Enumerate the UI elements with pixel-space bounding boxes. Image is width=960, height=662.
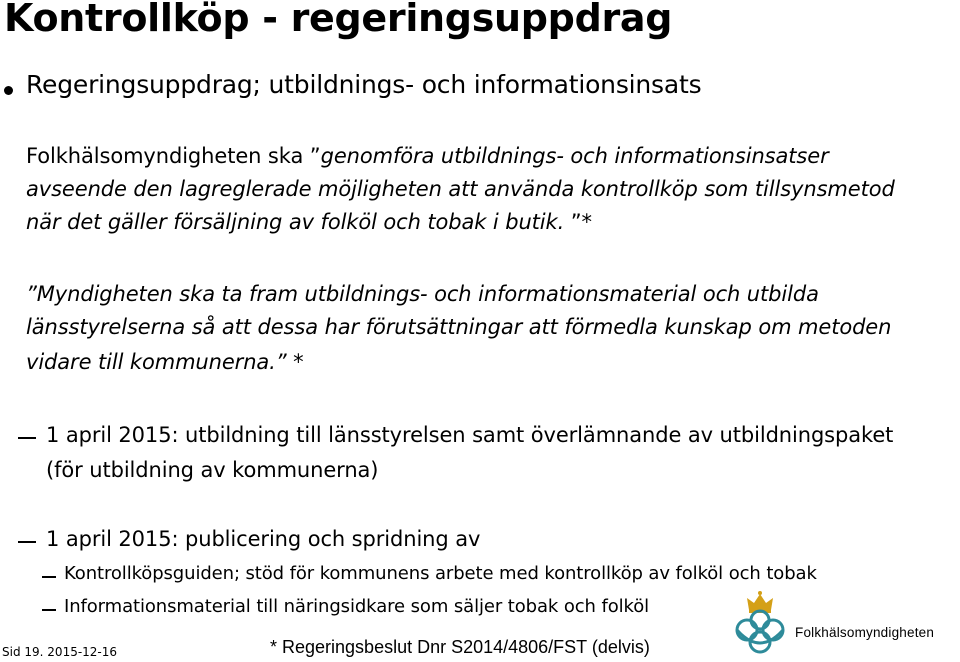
footer-note: * Regeringsbeslut Dnr S2014/4806/FST (delvis): [270, 637, 650, 657]
dash-icon: [18, 541, 36, 543]
footer-date: 2015-12-16: [47, 645, 118, 659]
slide-title: Kontrollköp - regeringsuppdrag: [4, 0, 673, 40]
dash-icon: [42, 576, 56, 578]
quote2-line1: ”Myndigheten ska ta fram utbildnings- och informationsmaterial och utbilda: [26, 282, 819, 306]
footer-page-date: [2, 645, 117, 659]
quote1-line1: [26, 144, 829, 168]
quote1-line3-text: när det gäller försäljning av folköl och tobak i butik.: [26, 210, 565, 234]
quote1-line1-plain: Folkhälsomyndigheten ska ”: [26, 144, 321, 168]
subitem-1: Kontrollköpsguiden; stöd för kommunens arbete med kontrollköp av folköl och tobak: [64, 563, 817, 584]
item2-line1: 1 april 2015: publicering och spridning av: [46, 527, 481, 551]
knot-icon: [737, 611, 783, 652]
item1-line1: 1 april 2015: utbildning till länsstyrelsen samt överlämnande av utbildningspaket: [46, 423, 894, 447]
quote1-line2: avseende den lagreglerade möjligheten att använda kontrollköp som tillsynsmetod: [26, 177, 895, 201]
dash-icon: [42, 609, 56, 611]
item1-line2: (för utbildning av kommunerna): [46, 458, 379, 482]
bullet-text: Regeringsuppdrag; utbildnings- och informationsinsats: [26, 70, 702, 99]
logo-name: Folkhälsomyndigheten: [795, 625, 935, 640]
quote1-line3-tail: ”*: [564, 210, 592, 234]
dash-icon: [18, 437, 36, 439]
folkhalsomyndigheten-logo-icon: [725, 590, 795, 658]
quote2-line2: länsstyrelserna så att dessa har förutsättningar att förmedla kunskap om metoden: [26, 315, 892, 339]
quote1-line1-italic: genomföra utbildnings- och informationsinsatser: [320, 144, 829, 168]
subitem-2: Informationsmaterial till näringsidkare som säljer tobak och folköl: [64, 596, 650, 617]
quote2-line3: vidare till kommunerna.” *: [26, 350, 304, 374]
bullet-icon: [4, 86, 13, 95]
footer-page: Sid 19.: [2, 645, 44, 659]
quote1-line3: [26, 210, 592, 234]
